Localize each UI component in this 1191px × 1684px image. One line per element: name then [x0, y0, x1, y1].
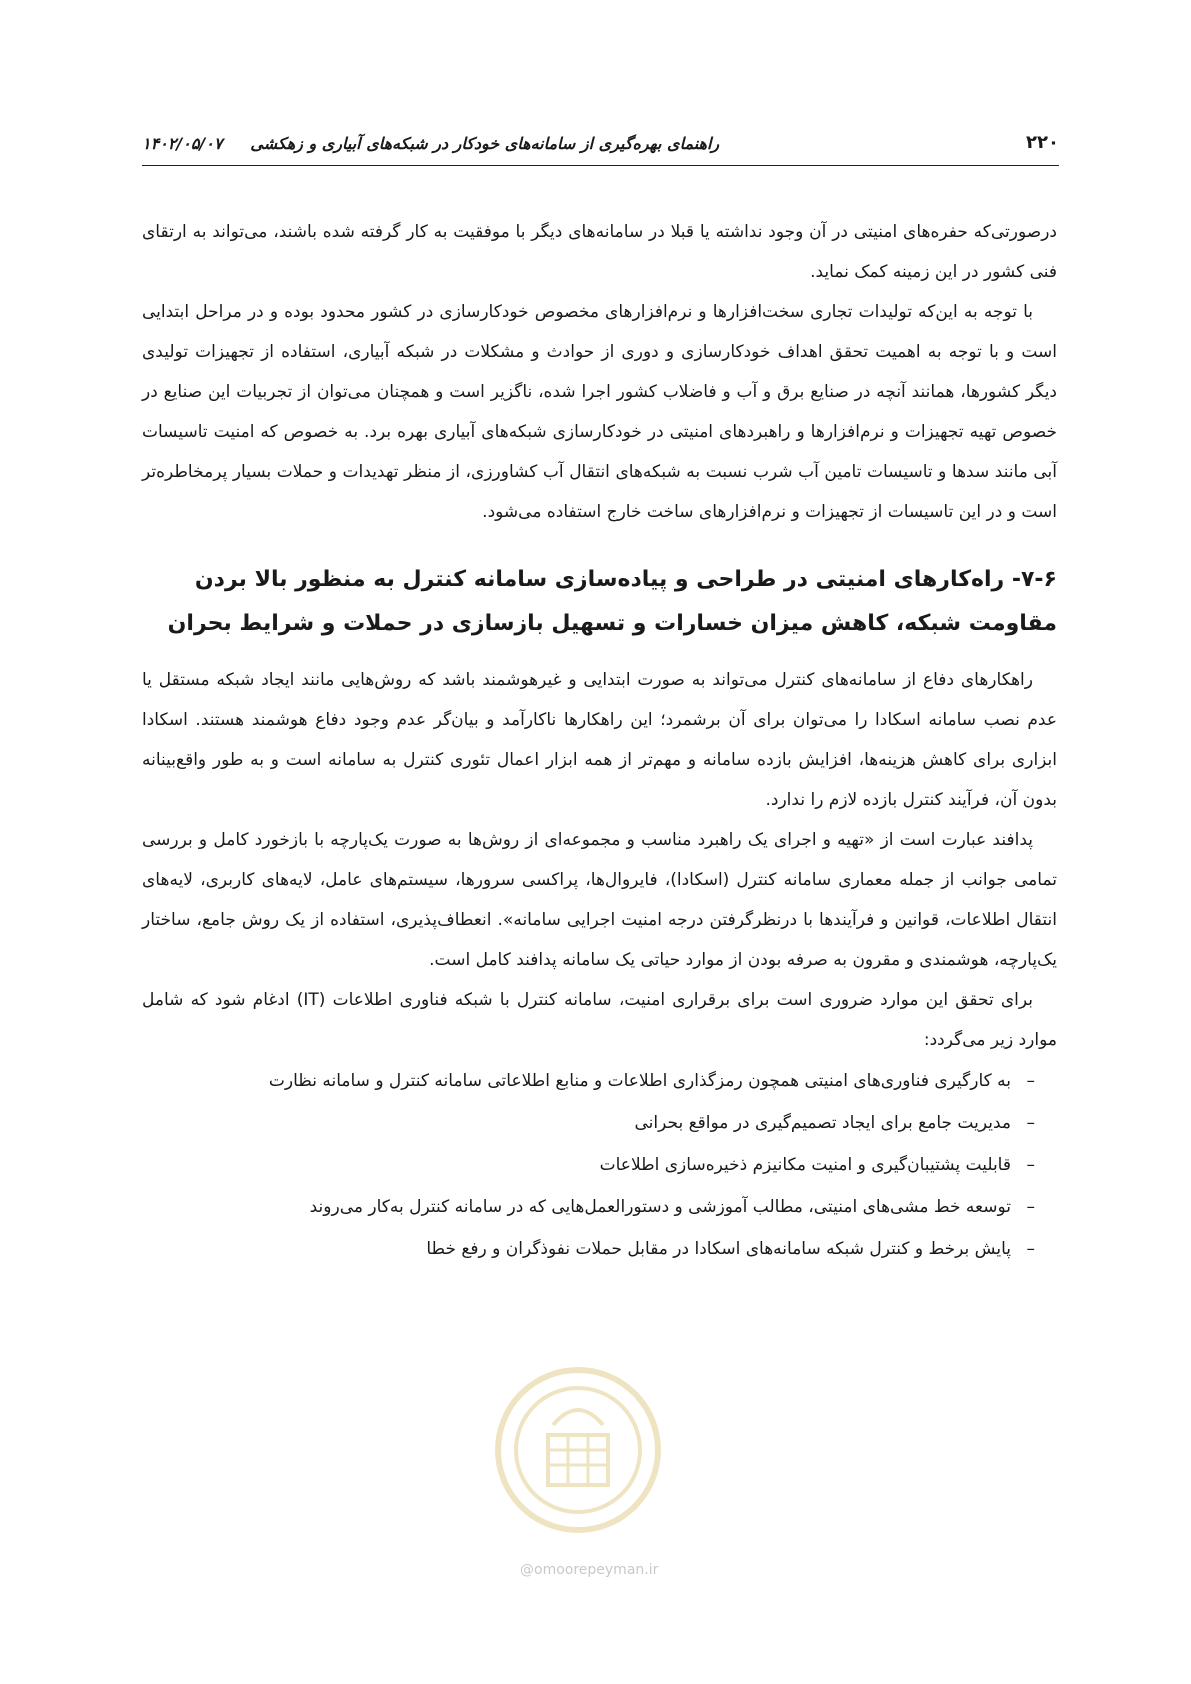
list-item: – توسعه خط مشی‌های امنیتی، مطالب آموزشی و دستورالعمل‌هایی که در سامانه کنترل به‌کار می‌روند: [142, 1186, 1035, 1228]
paragraph-5: برای تحقق این موارد ضروری است برای برقراری امنیت، سامانه کنترل با شبکه فناوری اطلاعات (IT) ادغام شود که شامل موارد زیر می‌گردد:: [142, 990, 1057, 1050]
paragraph-3: راهکارهای دفاع از سامانه‌های کنترل می‌تواند به صورت ابتدایی و غیرهوشمند باشد که روش‌هایی مانند ایجاد شبکه مستقل یا عدم نصب سامانه اسکادا را می‌توان برای آن برشمرد؛ این راهکارها ناکارآمد و بیان‌گر عدم وجود دفاع هوشمند هستند. اسکادا ابزاری برای کاهش هزینه‌ها، افزایش بازده سامانه و مهم‌تر از همه ابزار اعمال تئوری کنترل به سامانه است و به طور واقع‌بینانه بدون آن، فرآیند کنترل بازده لازم را ندارد.: [142, 670, 1057, 810]
watermark-seal-icon: [493, 1365, 663, 1535]
section-heading: ۷-۶- راه‌کارهای امنیتی در طراحی و پیاده‌سازی سامانه کنترل به منظور بالا بردن مقاومت شبکه، کاهش میزان خسارات و تسهیل بازسازی در حملات و شرایط بحران: [167, 567, 1057, 636]
paragraph-2: با توجه به این‌که تولیدات تجاری سخت‌افزارها و نرم‌افزارهای مخصوص خودکارسازی در کشور محدود بوده و در مراحل ابتدایی است و با توجه به اهمیت تحقق اهداف خودکارسازی و دوری از حوادث و مشکلات در شبکه آبیاری، استفاده از تجهیزات تولیدی دیگر کشورها، همانند آنچه در صنایع برق و آب و فاضلاب کشور اجرا شده، ناگزیر است و همچنان می‌توان از تجربیات این صنایع در خصوص تهیه تجهیزات و نرم‌افزارها و راهبردهای امنیتی در خودکارسازی شبکه‌های آبیاری بهره برد. به خصوص که امنیت تاسیسات آبی مانند سدها و تاسیسات تامین آب شرب نسبت به شبکه‌های انتقال آب کشاورزی، از منظر تهدیدات و حملات بسیار پرمخاطره‌تر است و در این تاسیسات از تجهیزات و نرم‌افزارهای ساخت خارج استفاده می‌شود.: [142, 302, 1057, 522]
page-header: [142, 128, 1059, 166]
list-item: – پایش برخط و کنترل شبکه سامانه‌های اسکادا در مقابل حملات نفوذگران و رفع خطا: [142, 1228, 1035, 1270]
list-item: – به کارگیری فناوری‌های امنیتی همچون رمزگذاری اطلاعات و منابع اطلاعاتی سامانه کنترل و سامانه نظارت: [142, 1060, 1035, 1102]
running-title-date: ۱۴۰۲/۰۵/۰۷: [142, 134, 223, 153]
watermark-text: @omoorepeyman.ir: [520, 1562, 659, 1578]
header-rule: [142, 165, 1059, 166]
paragraph-4: پدافند عبارت است از «تهیه و اجرای یک راهبرد مناسب و مجموعه‌ای از روش‌ها به صورت یک‌پارچه با بازخورد کامل و بررسی تمامی جوانب از جمله معماری سامانه کنترل (اسکادا)، فایروال‌ها، پراکسی سرورها، سیستم‌های عامل، لایه‌های کاربری، لایه‌های انتقال اطلاعات، قوانین و فرآیندها با درنظرگرفتن درجه امنیت اجرایی سامانه». انعطاف‌پذیری، استفاده از یک روش جامع، ساختار یک‌پارچه، هوشمندی و مقرون به صرفه بودن از موارد حیاتی یک سامانه پدافند کامل است.: [142, 830, 1057, 970]
paragraph-1: درصورتی‌که حفره‌های امنیتی در آن وجود نداشته یا قبلا در سامانه‌های دیگر با موفقیت به کار گرفته شده باشند، می‌تواند به ارتقای فنی کشور در این زمینه کمک نماید.: [142, 222, 1057, 282]
running-title: [142, 134, 719, 153]
running-title-text: راهنمای بهره‌گیری از سامانه‌های خودکار در شبکه‌های آبیاری و زهکشی: [250, 134, 720, 153]
list-item: – قابلیت پشتیبان‌گیری و امنیت مکانیزم ذخیره‌سازی اطلاعات: [142, 1144, 1035, 1186]
page-body: [142, 212, 1057, 1270]
page-number: ۲۲۰: [1026, 132, 1059, 153]
bullet-list: [142, 1060, 1057, 1270]
list-item: – مدیریت جامع برای ایجاد تصمیم‌گیری در مواقع بحرانی: [142, 1102, 1035, 1144]
